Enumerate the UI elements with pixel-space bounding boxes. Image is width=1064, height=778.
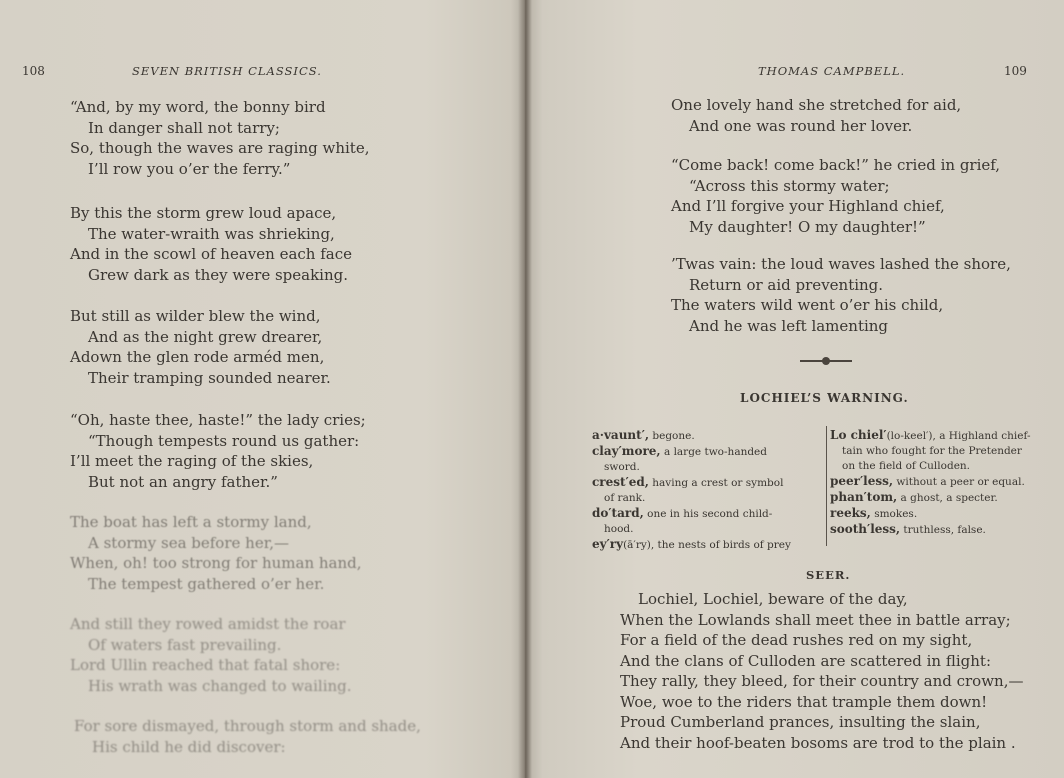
verse-line: For a field of the dead rushes red on my sight, <box>620 631 973 649</box>
verse-line: When the Lowlands shall meet thee in battle array; <box>620 610 1011 629</box>
page-number-right: 109 <box>1004 64 1027 78</box>
verse-line: For sore dismayed, through storm and shade, <box>74 717 421 735</box>
glossary-term: ey′ry <box>592 537 624 551</box>
glossary-def: (lo-keel′), a Highland chief- <box>886 430 1031 442</box>
verse-line: Lord Ullin reached that fatal shore: <box>70 656 341 674</box>
verse-line: “Though tempests round us gather: <box>88 431 360 450</box>
verse-line: In danger shall not tarry; <box>88 118 280 137</box>
verse-line: The tempest gathered o’er her. <box>88 574 325 593</box>
glossary-term: peer′less, <box>830 474 894 488</box>
glossary-left <box>592 428 791 553</box>
glossary-def: a ghost, a specter. <box>900 492 998 504</box>
glossary-term: Lo chiel′ <box>830 428 887 442</box>
glossary-def-cont: of rank. <box>604 492 646 504</box>
verse-line: “Across this stormy water; <box>689 176 890 195</box>
verse-line: Woe, woe to the riders that trample them down! <box>620 692 988 711</box>
right-page <box>532 0 1064 778</box>
verse-line: So, though the waves are raging white, <box>70 139 370 157</box>
running-head-right: THOMAS CAMPBELL. <box>758 64 906 78</box>
glossary-entry <box>830 474 1031 490</box>
stanza <box>671 95 961 136</box>
stanza <box>74 716 421 757</box>
glossary-def-cont: tain who fought for the Pretender <box>842 445 1022 457</box>
section-title: LOCHIEL’S WARNING. <box>740 391 909 405</box>
glossary-entry <box>592 428 791 444</box>
verse-line: One lovely hand she stretched for aid, <box>671 96 962 114</box>
verse-line: “Come back! come back!” he cried in grief, <box>671 156 1001 174</box>
verse-line: They rally, they bleed, for their country and crown,— <box>620 672 1024 690</box>
glossary-def-cont: hood. <box>604 523 634 535</box>
glossary-def: truthless, false. <box>903 524 986 536</box>
verse-line: “And, by my word, the bonny bird <box>70 98 326 116</box>
stanza <box>70 512 362 594</box>
verse-line: His wrath was changed to wailing. <box>88 676 352 695</box>
verse-line: ’Twas vain: the loud waves lashed the shore, <box>671 255 1011 273</box>
verse-line: A stormy sea before her,— <box>88 533 289 552</box>
glossary-def: begone. <box>652 430 695 442</box>
left-page <box>0 0 520 778</box>
verse-line: By this the storm grew loud apace, <box>70 204 337 222</box>
verse-line: Grew dark as they were speaking. <box>88 265 348 284</box>
verse-line: Return or aid preventing. <box>689 275 884 294</box>
glossary-def: one in his second child- <box>647 508 773 520</box>
glossary-term: a·vaunt′, <box>592 428 650 442</box>
glossary-term: reeks, <box>830 506 871 520</box>
glossary-right <box>830 428 1031 538</box>
verse-line: And he was left lamenting <box>689 316 889 335</box>
glossary-def: (ā′ry), the nests of birds of prey <box>623 539 791 551</box>
verse-line: Lochiel, Lochiel, beware of the day, <box>638 590 908 608</box>
verse-line: His child he did discover: <box>92 737 286 756</box>
verse-line: Proud Cumberland prances, insulting the slain, <box>620 713 981 731</box>
glossary-entry <box>592 537 791 553</box>
glossary-entry <box>592 475 791 491</box>
glossary-term: phan′tom, <box>830 490 898 504</box>
book-gutter <box>518 0 532 778</box>
running-head-left: SEVEN BRITISH CLASSICS. <box>132 64 322 78</box>
verse-line: And I’ll forgive your Highland chief, <box>671 197 945 215</box>
speaker-label: SEER. <box>806 568 851 582</box>
verse-line: And one was round her lover. <box>689 116 913 135</box>
stanza <box>671 254 1011 336</box>
glossary-def: smokes. <box>874 508 918 520</box>
glossary-def: having a crest or symbol <box>652 477 784 489</box>
verse-line: My daughter! O my daughter!” <box>689 217 926 236</box>
verse-line: But not an angry father.” <box>88 472 278 491</box>
verse-line: And the clans of Culloden are scattered in flight: <box>620 651 992 670</box>
verse-line: And still they rowed amidst the roar <box>70 615 346 633</box>
verse-line: I’ll meet the raging of the skies, <box>70 452 314 470</box>
glossary-entry <box>830 428 1031 444</box>
stanza <box>70 614 352 696</box>
stanza <box>70 203 352 285</box>
page-number-left: 108 <box>22 64 45 78</box>
verse-line: The water-wraith was shrieking, <box>88 224 335 243</box>
glossary-entry <box>830 506 1031 522</box>
glossary-def-cont: on the field of Culloden. <box>842 460 971 472</box>
glossary-entry <box>830 522 1031 538</box>
section-ornament <box>800 360 852 362</box>
glossary-divider <box>826 426 827 546</box>
glossary-term: sooth′less, <box>830 522 901 536</box>
glossary-entry <box>592 506 791 522</box>
glossary-term: do′tard, <box>592 506 644 520</box>
poem-block <box>620 589 1023 753</box>
verse-line: And their hoof-beaten bosoms are trod to the plain . <box>620 733 1016 752</box>
glossary-def: without a peer or equal. <box>896 476 1025 488</box>
stanza <box>70 410 366 492</box>
stanza <box>70 97 369 179</box>
stanza <box>70 306 331 388</box>
verse-line: The waters wild went o’er his child, <box>671 296 944 314</box>
verse-line: And in the scowl of heaven each face <box>70 245 352 263</box>
stanza <box>671 155 1000 237</box>
verse-line: I’ll row you o’er the ferry.” <box>88 159 291 178</box>
glossary-entry <box>592 444 791 460</box>
verse-line: Of waters fast prevailing. <box>88 635 282 654</box>
verse-line: “Oh, haste thee, haste!” the lady cries; <box>70 411 366 429</box>
glossary-term: crest′ed, <box>592 475 649 489</box>
verse-line: Adown the glen rode arméd men, <box>70 348 325 366</box>
glossary-entry <box>830 490 1031 506</box>
verse-line: The boat has left a stormy land, <box>70 513 312 531</box>
verse-line: When, oh! too strong for human hand, <box>70 554 362 572</box>
glossary-def: a large two-handed <box>663 446 767 458</box>
glossary-term: clay′more, <box>592 444 661 458</box>
verse-line: But still as wilder blew the wind, <box>70 307 321 325</box>
glossary-def-cont: sword. <box>604 461 640 473</box>
verse-line: And as the night grew drearer, <box>88 327 323 346</box>
verse-line: Their tramping sounded nearer. <box>88 368 331 387</box>
